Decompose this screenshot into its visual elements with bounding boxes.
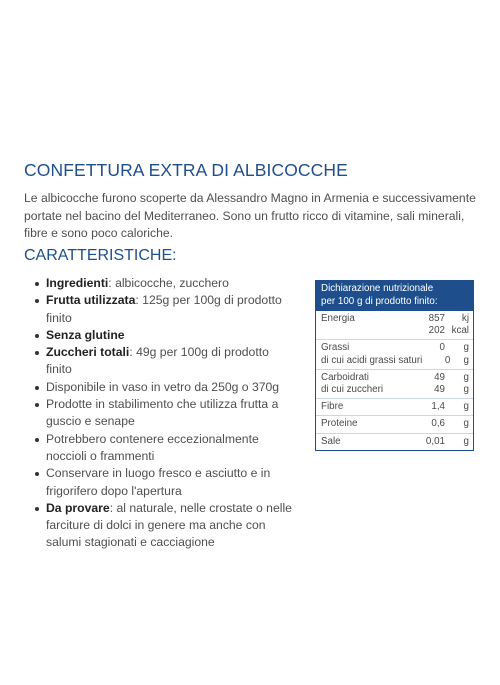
nutrient-unit: g (463, 342, 469, 354)
feature-item (24, 379, 292, 396)
feature-text: Conservare in luogo fresco e asciutto e in frigorifero dopo l'apertura (46, 466, 271, 498)
feature-text: Disponibile in vaso in vetro da 250g o 370g (46, 379, 280, 394)
nutrient-value: 202 (428, 325, 445, 337)
feature-label: Senza glutine (46, 327, 125, 342)
nutrient-unit: g (463, 401, 469, 413)
nutrient-value: 0,01 (425, 435, 445, 447)
nutrition-row (316, 415, 473, 432)
nutrient-unit: kj (461, 313, 469, 324)
nutrient-label (321, 325, 409, 337)
nutrient-label: di cui acidi grassi saturi (321, 354, 423, 366)
nutrient-value: 0,6 (431, 418, 445, 430)
nutrition-line (321, 372, 469, 384)
feature-item (24, 344, 292, 379)
nutrient-value: 0 (439, 342, 445, 354)
nutrient-value: 49 (434, 371, 445, 383)
nutrition-header-line: per 100 g di prodotto finito: (321, 295, 438, 307)
nutrient-value: 0 (444, 354, 451, 366)
feature-item (24, 500, 292, 552)
nutrition-line (321, 436, 469, 448)
nutrition-row (316, 369, 473, 398)
nutrient-value: 49 (434, 384, 445, 396)
nutrition-row (316, 339, 473, 368)
feature-item (24, 465, 292, 500)
feature-item (24, 275, 292, 292)
feature-item (24, 431, 292, 466)
nutrition-line (321, 342, 469, 354)
feature-text: : 49g per 100g di prodotto finito (46, 345, 269, 377)
feature-item (24, 292, 292, 327)
feature-item (24, 327, 292, 344)
nutrition-row (316, 433, 473, 450)
nutrition-line (321, 401, 469, 413)
nutrient-value: 1,4 (431, 401, 445, 413)
nutrition-line (321, 355, 469, 367)
nutrition-row (316, 311, 473, 339)
nutrient-label: Energia (321, 313, 355, 324)
feature-label: Ingredienti (46, 276, 109, 290)
nutrient-value: 857 (428, 313, 445, 324)
nutrient-label: di cui zuccheri (321, 384, 384, 396)
feature-label: Zuccheri totali (46, 345, 130, 360)
feature-text: : al naturale, nelle crostate o nelle farciture di dolci in genere ma anche con salumi stagionati e cacciagione (46, 500, 292, 550)
feature-text: : 125g per 100g di prodotto finito (46, 293, 282, 325)
nutrition-header (316, 281, 473, 311)
nutrition-line (321, 325, 469, 337)
nutrient-unit: kcal (451, 325, 469, 337)
feature-label: Frutta utilizzata (46, 293, 136, 308)
nutrition-line (321, 418, 469, 430)
nutrient-label: Grassi (321, 342, 350, 354)
nutrient-label: Fibre (321, 401, 344, 413)
nutrient-unit: g (463, 435, 469, 447)
nutrition-header-line: Dichiarazione nutrizionale (321, 283, 434, 294)
nutrient-unit: g (463, 354, 469, 366)
nutrient-label: Carboidrati (321, 371, 369, 383)
feature-item (24, 396, 292, 431)
nutrient-unit: g (463, 384, 469, 396)
features-title: CARATTERISTICHE: (24, 247, 177, 264)
nutrient-unit: g (463, 418, 469, 430)
nutrition-table (315, 280, 474, 451)
page-title: CONFETTURA EXTRA DI ALBICOCCHE (24, 160, 348, 180)
nutrition-row (316, 398, 473, 415)
nutrient-label: Proteine (321, 418, 358, 430)
nutrition-line (321, 313, 469, 325)
feature-text: Potrebbero contenere eccezionalmente noccioli o frammenti (46, 431, 259, 463)
intro-paragraph: Le albicocche furono scoperte da Alessandro Magno in Armenia e successivamente portate nel bacino del Mediterraneo. Sono un frutto ricco di vitamine, sali minerali, fibre e sono poco caloriche. (24, 191, 476, 240)
nutrient-label: Sale (321, 435, 341, 447)
feature-label: Da provare (46, 500, 110, 515)
nutrition-body (316, 311, 473, 450)
nutrient-unit: g (463, 371, 469, 383)
feature-text: Prodotte in stabilimento che utilizza frutta a guscio e senape (46, 397, 279, 429)
feature-text: : albicocche, zucchero (108, 276, 229, 290)
features-list (24, 275, 292, 552)
nutrition-line (321, 384, 469, 396)
